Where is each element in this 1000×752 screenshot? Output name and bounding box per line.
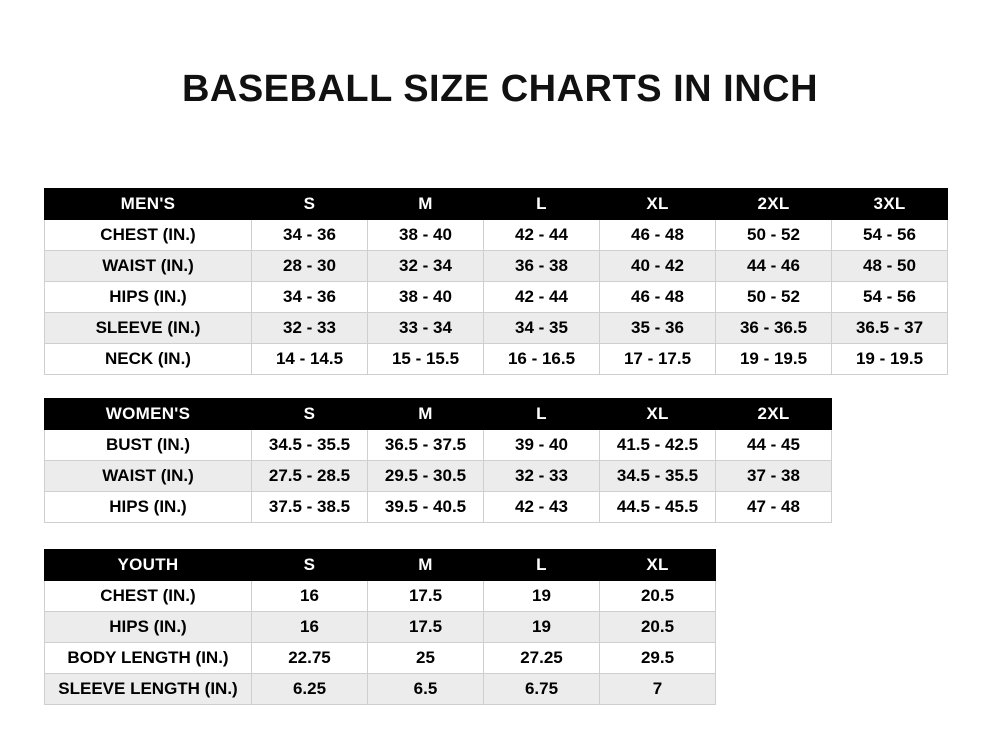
cell: 47 - 48 (716, 492, 832, 523)
table-row (45, 251, 948, 282)
cell: 50 - 52 (716, 220, 832, 251)
cell: 32 - 33 (252, 313, 368, 344)
page-title: BASEBALL SIZE CHARTS IN INCH (181, 68, 819, 110)
youth-header-l: L (484, 550, 600, 581)
youth-header-s: S (252, 550, 368, 581)
table-row (45, 461, 832, 492)
cell: 20.5 (600, 612, 716, 643)
cell: 37.5 - 38.5 (252, 492, 368, 523)
table-row (45, 220, 948, 251)
cell: 54 - 56 (832, 282, 948, 313)
table-row (45, 313, 948, 344)
row-label: HIPS (IN.) (45, 282, 252, 313)
cell: 38 - 40 (368, 220, 484, 251)
cell: 33 - 34 (368, 313, 484, 344)
row-label: WAIST (IN.) (45, 461, 252, 492)
youth-header-category: YOUTH (45, 550, 252, 581)
table-row (45, 674, 716, 705)
womens-header-m: M (368, 399, 484, 430)
cell: 36.5 - 37.5 (368, 430, 484, 461)
cell: 17 - 17.5 (600, 344, 716, 375)
cell: 48 - 50 (832, 251, 948, 282)
table-row (45, 643, 716, 674)
row-label: HIPS (IN.) (45, 612, 252, 643)
cell: 14 - 14.5 (252, 344, 368, 375)
womens-header-category: WOMEN'S (45, 399, 252, 430)
womens-table-header (45, 399, 832, 430)
cell: 27.5 - 28.5 (252, 461, 368, 492)
cell: 36 - 38 (484, 251, 600, 282)
row-label: CHEST (IN.) (45, 220, 252, 251)
row-label: HIPS (IN.) (45, 492, 252, 523)
youth-header-xl: XL (600, 550, 716, 581)
cell: 16 - 16.5 (484, 344, 600, 375)
cell: 44.5 - 45.5 (600, 492, 716, 523)
cell: 27.25 (484, 643, 600, 674)
cell: 32 - 34 (368, 251, 484, 282)
mens-size-chart (44, 188, 948, 375)
row-label: BUST (IN.) (45, 430, 252, 461)
youth-size-chart (44, 549, 716, 705)
cell: 42 - 43 (484, 492, 600, 523)
cell: 34.5 - 35.5 (252, 430, 368, 461)
mens-header-3xl: 3XL (832, 189, 948, 220)
cell: 19 - 19.5 (832, 344, 948, 375)
cell: 16 (252, 581, 368, 612)
cell: 15 - 15.5 (368, 344, 484, 375)
cell: 19 - 19.5 (716, 344, 832, 375)
cell: 41.5 - 42.5 (600, 430, 716, 461)
table-row (45, 282, 948, 313)
cell: 32 - 33 (484, 461, 600, 492)
womens-header-xl: XL (600, 399, 716, 430)
cell: 42 - 44 (484, 282, 600, 313)
cell: 35 - 36 (600, 313, 716, 344)
cell: 17.5 (368, 581, 484, 612)
womens-size-chart (44, 398, 832, 523)
cell: 46 - 48 (600, 220, 716, 251)
cell: 17.5 (368, 612, 484, 643)
row-label: NECK (IN.) (45, 344, 252, 375)
mens-header-m: M (368, 189, 484, 220)
mens-header-l: L (484, 189, 600, 220)
row-label: CHEST (IN.) (45, 581, 252, 612)
cell: 44 - 45 (716, 430, 832, 461)
cell: 44 - 46 (716, 251, 832, 282)
mens-header-2xl: 2XL (716, 189, 832, 220)
row-label: SLEEVE LENGTH (IN.) (45, 674, 252, 705)
cell: 6.5 (368, 674, 484, 705)
youth-table (44, 549, 716, 705)
mens-table-body (45, 220, 948, 375)
table-header-row (45, 189, 948, 220)
table-header-row (45, 550, 716, 581)
mens-table (44, 188, 948, 375)
cell: 28 - 30 (252, 251, 368, 282)
womens-table-body (45, 430, 832, 523)
cell: 25 (368, 643, 484, 674)
table-row (45, 430, 832, 461)
table-row (45, 492, 832, 523)
mens-table-header (45, 189, 948, 220)
table-row (45, 581, 716, 612)
cell: 34 - 36 (252, 282, 368, 313)
mens-header-category: MEN'S (45, 189, 252, 220)
cell: 54 - 56 (832, 220, 948, 251)
cell: 19 (484, 581, 600, 612)
cell: 50 - 52 (716, 282, 832, 313)
cell: 46 - 48 (600, 282, 716, 313)
cell: 7 (600, 674, 716, 705)
cell: 39 - 40 (484, 430, 600, 461)
womens-header-2xl: 2XL (716, 399, 832, 430)
cell: 6.25 (252, 674, 368, 705)
cell: 34 - 36 (252, 220, 368, 251)
cell: 34 - 35 (484, 313, 600, 344)
row-label: WAIST (IN.) (45, 251, 252, 282)
table-header-row (45, 399, 832, 430)
cell: 16 (252, 612, 368, 643)
cell: 36 - 36.5 (716, 313, 832, 344)
table-row (45, 344, 948, 375)
cell: 34.5 - 35.5 (600, 461, 716, 492)
womens-table (44, 398, 832, 523)
mens-header-s: S (252, 189, 368, 220)
cell: 29.5 (600, 643, 716, 674)
row-label: SLEEVE (IN.) (45, 313, 252, 344)
cell: 20.5 (600, 581, 716, 612)
youth-header-m: M (368, 550, 484, 581)
mens-header-xl: XL (600, 189, 716, 220)
womens-header-l: L (484, 399, 600, 430)
cell: 37 - 38 (716, 461, 832, 492)
cell: 42 - 44 (484, 220, 600, 251)
womens-header-s: S (252, 399, 368, 430)
table-row (45, 612, 716, 643)
cell: 38 - 40 (368, 282, 484, 313)
cell: 29.5 - 30.5 (368, 461, 484, 492)
youth-table-header (45, 550, 716, 581)
cell: 6.75 (484, 674, 600, 705)
row-label: BODY LENGTH (IN.) (45, 643, 252, 674)
youth-table-body (45, 581, 716, 705)
cell: 39.5 - 40.5 (368, 492, 484, 523)
cell: 36.5 - 37 (832, 313, 948, 344)
cell: 22.75 (252, 643, 368, 674)
cell: 19 (484, 612, 600, 643)
cell: 40 - 42 (600, 251, 716, 282)
